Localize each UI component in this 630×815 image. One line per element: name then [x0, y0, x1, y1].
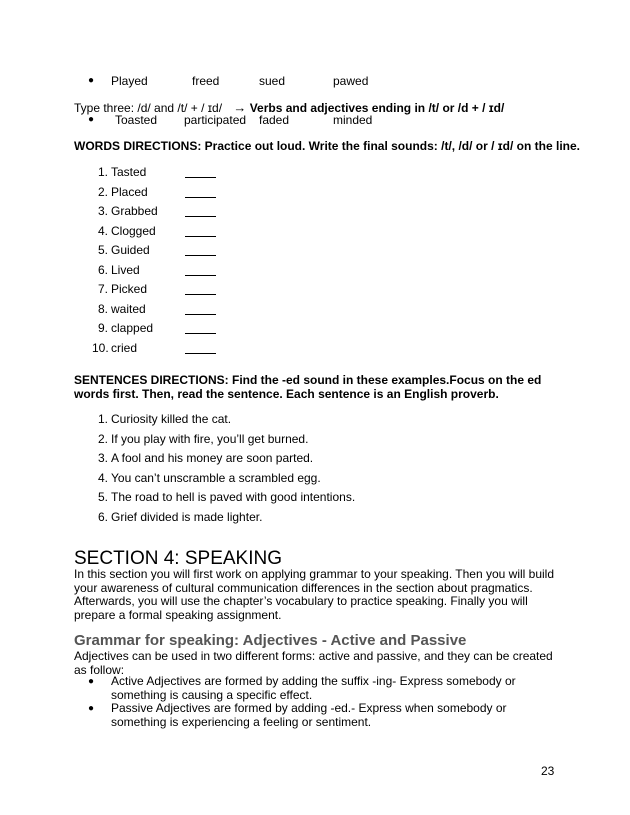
list-item: [0, 282, 630, 298]
bullet-glyph: ●: [88, 75, 95, 86]
item-number: 3.: [97, 204, 108, 218]
bullet-text: Passive Adjectives are formed by adding -ed.- Express when somebody or something is experiencing a feeling or sentiment.: [111, 701, 507, 729]
item-word: waited: [111, 301, 146, 316]
bullet-word: sued: [259, 74, 286, 88]
list-item: [0, 185, 630, 201]
list-item: [0, 490, 630, 506]
list-item: [0, 165, 630, 181]
item-number: 5.: [97, 490, 108, 504]
item-number: 8.: [97, 301, 108, 316]
list-item: [0, 204, 630, 220]
bullet-word: faded: [259, 113, 290, 127]
item-number: 4.: [97, 223, 108, 238]
sentence-text: If you play with fire, you’ll get burned.: [111, 431, 309, 446]
bullet-word: pawed: [333, 74, 369, 88]
sentence-text: Grief divided is made lighter.: [111, 509, 263, 524]
sentences-directions: SENTENCES DIRECTIONS: Find the -ed sound in these examples.Focus on the ed words first. Then, read the sentence. Each sentence is an English proverb.: [74, 373, 542, 401]
list-item: [0, 471, 630, 487]
item-number: 6.: [97, 509, 108, 524]
item-number: 9.: [97, 321, 108, 335]
list-item: [0, 412, 630, 428]
arrow-icon: →: [233, 100, 247, 115]
item-number: 3.: [97, 451, 108, 465]
section-intro: In this section you will first work on applying grammar to your speaking. Then you will build your awareness of cultural communication differences in the section about pragmatics. Afterwards, you will use the chapter’s vocabulary to practice speaking. Finally you will prepare a formal speaking assignment.: [74, 567, 554, 622]
item-number: 1.: [97, 165, 108, 179]
words-directions: WORDS DIRECTIONS: Practice out loud. Write the final sounds: /t/, /d/ or / ɪd/ on the line.: [74, 139, 580, 153]
answer-blank[interactable]: [185, 204, 216, 217]
item-number: 4.: [97, 470, 108, 485]
list-item: [0, 224, 630, 240]
type-three-rule: Verbs and adjectives ending in /t/ or /d + / ɪd/: [249, 101, 505, 115]
bullet-glyph: ●: [88, 676, 95, 687]
bullet-word: participated: [184, 113, 247, 127]
item-number: 2.: [97, 184, 108, 199]
sentence-text: The road to hell is paved with good intentions.: [111, 490, 356, 504]
page-number: 23: [541, 764, 555, 778]
answer-blank[interactable]: [185, 243, 216, 256]
item-word: Grabbed: [111, 204, 158, 218]
item-number: 10.: [92, 340, 109, 355]
list-item: [0, 321, 630, 337]
item-word: cried: [111, 340, 138, 355]
item-number: 7.: [97, 282, 108, 296]
list-item: [0, 302, 630, 318]
bullet-glyph: ●: [88, 114, 95, 125]
item-number: 6.: [97, 262, 108, 277]
answer-blank[interactable]: [185, 341, 216, 354]
answer-blank[interactable]: [185, 321, 216, 334]
list-item: [0, 510, 630, 526]
item-word: Lived: [111, 262, 140, 277]
answer-blank[interactable]: [185, 165, 216, 178]
type-three-prefix: Type three: /d/ and /t/ + / ɪd/: [74, 101, 223, 115]
item-number: 1.: [97, 412, 108, 426]
item-word: Clogged: [111, 223, 156, 238]
list-item: [0, 263, 630, 279]
sentence-text: A fool and his money are soon parted.: [111, 451, 314, 465]
item-word: Tasted: [111, 165, 147, 179]
bullet-word: freed: [192, 74, 220, 88]
bullet-word: Toasted: [115, 113, 158, 127]
bullet-word: Played: [111, 74, 148, 88]
list-item: [0, 341, 630, 357]
answer-blank[interactable]: [185, 185, 216, 198]
answer-blank[interactable]: [185, 263, 216, 276]
sentence-text: You can’t unscramble a scrambled egg.: [111, 470, 321, 485]
bullet-text: Active Adjectives are formed by adding the suffix -ing- Express somebody or something is causing a specific effect.: [111, 674, 516, 702]
answer-blank[interactable]: [185, 302, 216, 315]
sentence-text: Curiosity killed the cat.: [111, 412, 232, 426]
answer-blank[interactable]: [185, 224, 216, 237]
bullet-word: minded: [333, 113, 373, 127]
bullet-glyph: ●: [88, 703, 95, 714]
item-word: clapped: [111, 321, 154, 335]
item-word: Guided: [111, 243, 150, 257]
item-word: Picked: [111, 282, 148, 296]
grammar-intro: Adjectives can be used in two different forms: active and passive, and they can be created as follow:: [74, 649, 553, 677]
section-heading: SECTION 4: SPEAKING: [74, 548, 282, 569]
list-item: [0, 243, 630, 259]
item-number: 5.: [97, 243, 108, 257]
list-item: [0, 432, 630, 448]
grammar-heading: Grammar for speaking: Adjectives - Active and Passive: [74, 632, 467, 649]
answer-blank[interactable]: [185, 282, 216, 295]
item-number: 2.: [97, 431, 108, 446]
item-word: Placed: [111, 184, 148, 199]
list-item: [0, 451, 630, 467]
